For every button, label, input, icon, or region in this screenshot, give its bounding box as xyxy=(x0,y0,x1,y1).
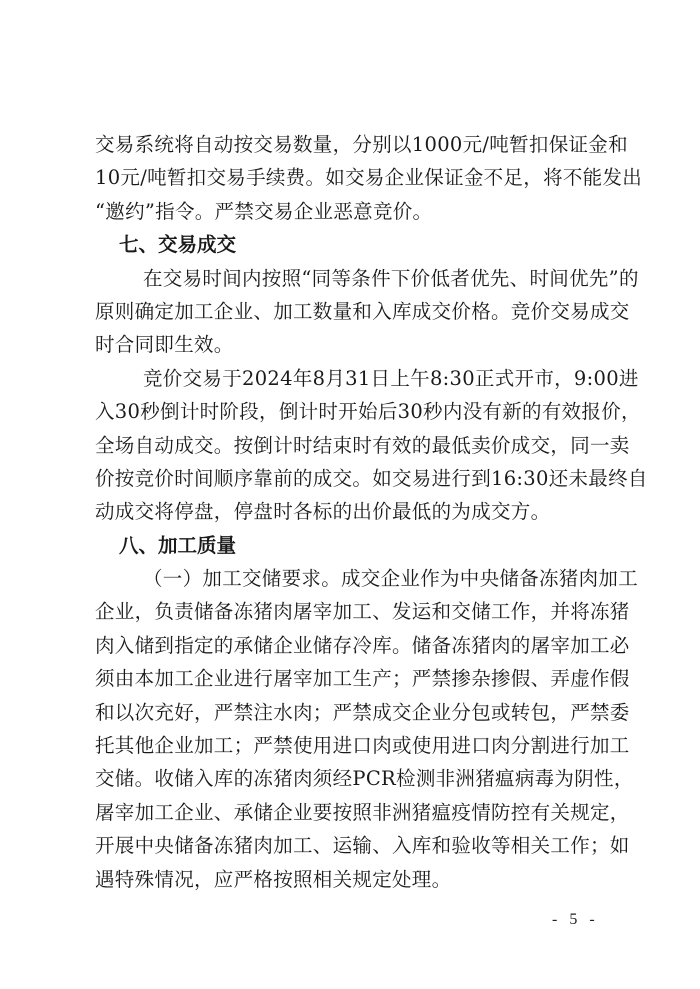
text-line: 入30秒倒计时阶段，倒计时开始后30秒内没有新的有效报价， xyxy=(95,400,641,424)
text-line: 全场自动成交。按倒计时结束时有效的最低卖价成交，同一卖 xyxy=(95,433,630,457)
text-line: （一）加工交储要求。成交企业作为中央储备冻猪肉加工 xyxy=(143,567,639,591)
page-number: - 5 - xyxy=(552,911,599,928)
text-line: 在交易时间内按照“同等条件下价低者优先、时间优先”的 xyxy=(143,266,639,290)
text-line: 交易系统将自动按交易数量，分别以1000元/吨暂扣保证金和 xyxy=(95,133,628,156)
text-line: 竞价交易于2024年8月31日上午8:30正式开市，9:00进 xyxy=(143,366,639,390)
paragraph-settlement-principle xyxy=(95,262,639,362)
text-line: 企业，负责储备冻猪肉屠宰加工、发运和交储工作，并将冻猪 xyxy=(95,600,630,624)
paragraph-auction-schedule xyxy=(95,362,648,529)
text-line: 动成交将停盘，停盘时各标的出价最低的为成交方。 xyxy=(95,500,551,524)
text-line: 须由本加工企业进行屠宰加工生产；严禁掺杂掺假、弄虚作假 xyxy=(95,667,630,691)
text-line: 托其他企业加工；严禁使用进口肉或使用进口肉分割进行加工 xyxy=(95,734,630,758)
text-line: 肉入储到指定的承储企业储存冷库。储备冻猪肉的屠宰加工必 xyxy=(95,633,630,657)
paragraph-margin-deduction xyxy=(95,128,643,228)
text-line: 开展中央储备冻猪肉加工、运输、入库和验收等相关工作；如 xyxy=(95,834,630,858)
paragraph-processing-requirements xyxy=(95,562,639,896)
text-line: 10元/吨暂扣交易手续费。如交易企业保证金不足，将不能发出 xyxy=(95,166,643,190)
text-line: 和以次充好，严禁注水肉；严禁成交企业分包或转包，严禁委 xyxy=(95,700,630,724)
section-heading-trade-settlement: 七、交易成交 xyxy=(119,233,237,257)
text-line: 屠宰加工企业、承储企业要按照非洲猪瘟疫情防控有关规定， xyxy=(95,800,630,824)
text-line: “邀约”指令。严禁交易企业恶意竞价。 xyxy=(95,199,433,223)
text-line: 交储。收储入库的冻猪肉须经PCR检测非洲猪瘟病毒为阴性， xyxy=(95,767,634,791)
text-line: 原则确定加工企业、加工数量和入库成交价格。竞价交易成交 xyxy=(95,299,630,323)
text-line: 价按竞价时间顺序靠前的成交。如交易进行到16:30还未最终自 xyxy=(95,466,648,490)
text-line: 时合同即生效。 xyxy=(95,333,234,357)
section-heading-processing-quality: 八、加工质量 xyxy=(119,533,237,557)
document-page xyxy=(95,128,648,896)
text-line: 遇特殊情况，应严格按照相关规定处理。 xyxy=(95,867,452,891)
